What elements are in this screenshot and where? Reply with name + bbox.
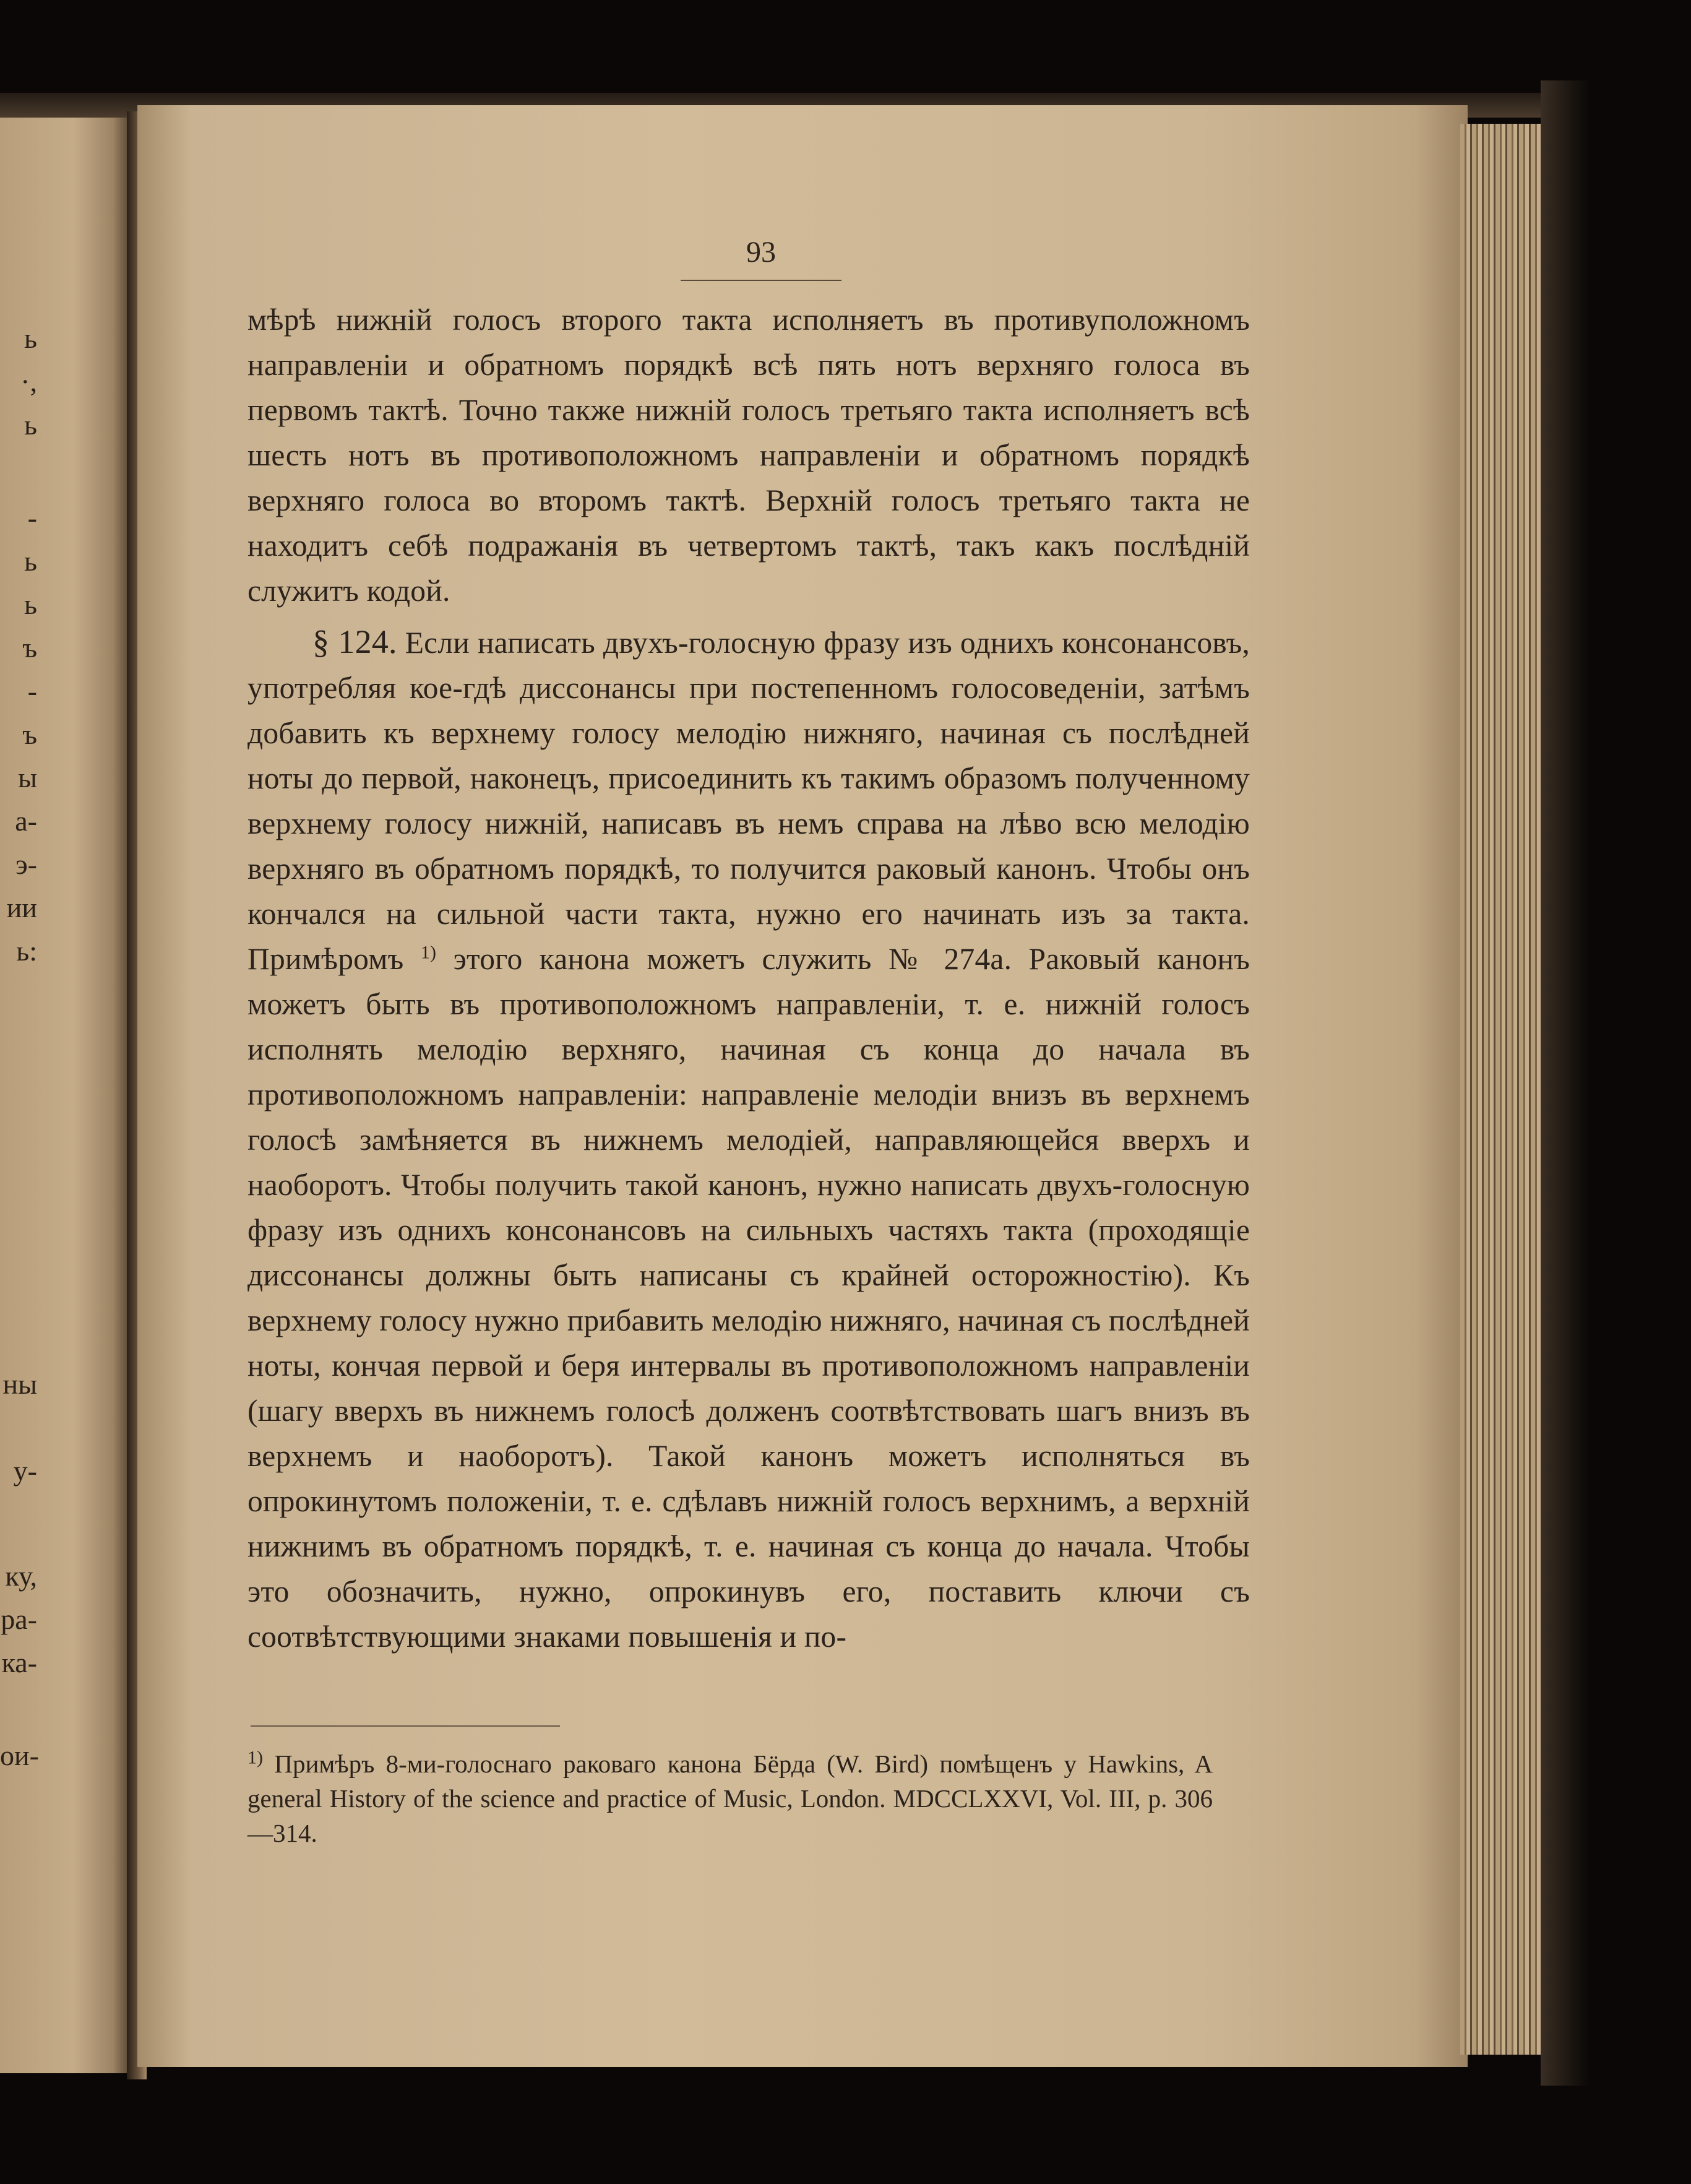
footnote (247, 1746, 1213, 1850)
left-page (0, 118, 133, 2073)
left-fragment: ь (24, 322, 37, 354)
page-number-rule (681, 280, 841, 281)
left-fragment: ра- (1, 1603, 37, 1635)
left-fragment: ь (24, 589, 37, 620)
left-fragment: ъ (22, 632, 37, 663)
left-fragment: ь (24, 545, 37, 577)
footnote-rule (251, 1725, 560, 1727)
section-number: § 124. (312, 623, 397, 660)
paragraph-2-text-b: этого канона можетъ служить № 274а. Раковый канонъ можетъ быть въ противоположномъ направленіи, т. е. нижній голосъ исполнять мелодію верхняго, начиная съ конца до начала въ противоположномъ направленіи: направленіе мелодіи внизъ въ верхнемъ голосѣ замѣняется въ нижнемъ мелодіей, направляющейся вверхъ и наоборотъ. Чтобы получить такой канонъ, нужно написать двухъ-голосную фразу изъ однихъ консонансовъ на сильныхъ частяхъ такта (проходящіе диссонансы должны быть написаны съ крайней осторожностію). Къ верхнему голосу нужно прибавить мелодію нижняго, начиная съ послѣдней ноты, кончая первой и беря интервалы въ противоположномъ направленіи (шагу вверхъ въ нижнемъ голосѣ долженъ соотвѣтствовать шагъ внизъ въ верхнемъ и наоборотъ). Такой канонъ можетъ исполняться въ опрокинутомъ положеніи, т. е. сдѣлавъ нижній голосъ верхнимъ, а верхній нижнимъ въ обратномъ порядкѣ, т. е. начиная съ конца до начала. Чтобы это обозначить, нужно, опрокинувъ его, поставить ключи съ соотвѣтствующими знаками повышенія и по- (247, 942, 1250, 1654)
left-fragment: ы (18, 762, 37, 793)
paragraph-2-text-a: Если написать двухъ-голосную фразу изъ однихъ консонансовъ, употребляя кое-гдѣ диссонансы при постепенномъ голосоведеніи, затѣмъ добавить къ верхнему голосу мелодію нижняго, начиная съ послѣдней ноты до первой, наконецъ, присоединить къ такимъ образомъ полученному верхнему голосу нижній, написавъ въ немъ справа на лѣво всю мелодію верхняго въ обратномъ порядкѣ, то получится раковый канонъ. Чтобы онъ кончался на сильной части такта, нужно его начинать изъ за такта. Примѣромъ (247, 626, 1250, 976)
left-fragment: ь (24, 409, 37, 441)
left-fragment: ь: (16, 935, 37, 967)
left-fragment: э- (15, 848, 37, 880)
paragraph-2 (247, 619, 1250, 1659)
left-page-text-fragments (0, 118, 37, 2073)
book-cover-edge (1541, 80, 1590, 2086)
left-fragment: ъ (22, 719, 37, 750)
page-number: 93 (746, 236, 776, 269)
footnote-text: Примѣръ 8-ми-голоснаго раковаго канона Бёрда (W. Bird) помѣщенъ у Hawkins, A general History of the science and practice of Music, London. MDCCLXXVI, Vol. III, p. 306—314. (247, 1750, 1213, 1847)
left-fragment: - (27, 502, 37, 533)
left-fragment: ·, (20, 366, 37, 397)
body-text (247, 297, 1250, 1659)
footnote-reference: 1) (420, 942, 437, 963)
footnote-mark: 1) (247, 1747, 263, 1768)
left-fragment: ку, (5, 1560, 37, 1592)
left-fragment: у- (13, 1455, 37, 1487)
left-fragment: а- (15, 805, 37, 837)
left-fragment: ии (6, 892, 37, 923)
left-fragment: ои- (0, 1740, 39, 1771)
left-fragment: ка- (1, 1647, 37, 1678)
left-fragment: ны (2, 1368, 37, 1400)
left-fragment: - (27, 675, 37, 707)
paragraph-1: мѣрѣ нижній голосъ второго такта исполняетъ въ противуположномъ направленіи и обратномъ порядкѣ всѣ пять нотъ верхняго голоса въ первомъ тактѣ. Точно также нижній голосъ третьяго такта исполняетъ всѣ шесть нотъ въ противоположномъ направленіи и обратномъ порядкѣ верхняго голоса во второмъ тактѣ. Верхній голосъ третьяго такта не находитъ себѣ подражанія въ четвертомъ тактѣ, такъ какъ послѣдній служитъ кодой. (247, 303, 1250, 608)
